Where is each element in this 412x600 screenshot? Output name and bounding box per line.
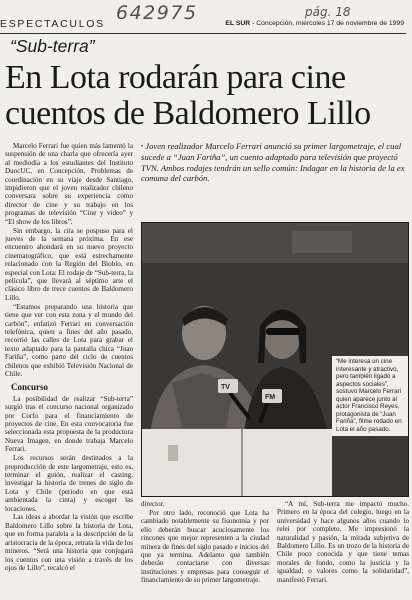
article-lede [141,141,409,183]
body-paragraph: Marcelo Ferrari fue quien más lamentó la suspensión de una charla que ofrecería ayer al mediodía a los estudiantes del Instituto DuocUC, en Concepción. Problemas de coordinación en su viaje desde Santiago, impidieron que el joven realizador chileno conversara sobre su experiencia como director de cine y su trabajo en los programas de televisión “Cine y video” y “El show de los libros”. [5,142,133,226]
section-label: ESPECTACULOS [0,18,105,30]
subheading: Concurso [11,382,49,393]
body-paragraph: Por otro lado, reconoció que Lota ha cambiado notablemente su fisonomía y por ello deberán buscar acuciosamente los rincones que mejor representen a la ciudad minera de fines del siglo pasado e inicios del que ya termina. Adelanto que también deberán contactarse con diversas instituciones y empresas para conseguir el financiamiento de su primer largometraje. [141,508,269,585]
handwritten-page-note: pág. 18 [305,5,351,19]
header-rule [0,33,406,34]
masthead-info [225,20,404,27]
article-kicker: “Sub-terra” [10,36,95,56]
body-column-1 [5,142,133,598]
mic-logo: TV [221,384,230,391]
body-column-3 [277,500,409,598]
body-paragraph: Los recursos serán destinados a la preproducción de este largometraje, esto es, terminar el guión, realizar el casting, investigar la historia de trenes de siglo de Lota y Chile (periodo en que está ambientada la cinta) y escoger las locaciones. [5,454,133,513]
bullet-icon: • [141,143,144,150]
body-paragraph: “Estamos preparando una historia que tiene que ver con esta zona y el mundo del carbón”, enfatizó Ferrari en conversación telefónica, quien a fines del año pasado, recorrió las calles de Lota para grabar el texto adaptado para la pantalla chica “Juan Fariña”, como parte del ciclo de cuentos chilenos que exhibió Televisión Nacional de Chile. [5,302,133,378]
photo-caption: “Me interesa un cine interesante y atractivo, pero también ligado a aspectos sociales”, sostuvo Marcelo Ferrari quien aparece junto al actor Francisco Reyes, protagonista de “Juan Fariña”, filme rodado en Lota el año pasado. [332,356,408,436]
lede-text: Joven realizador Marcelo Ferrari anunció su primer largometraje, el cual sucede a “Juan Fariña”, un cuento adaptado para televisión que proyectó TVN. Ambos rodajes tendrán un sello común: Indagar en la historia de la ex comuna del carbón. [141,141,405,184]
body-paragraph: “A mí, Sub-terra me impactó mucho. Primero en la época del colegio, luego en la universidad y hace algunos años cuando lo releí por completo. Me impresionó la naturalidad y pasión, la mirada subjetiva de Baldomero Lillo. Es un trozo de la historia de Chile poco conocida y que tiene temas morales de fondo, como la justicia y la igualdad; o valores como la solidaridad”, manifestó Ferrari. [277,500,409,584]
body-paragraph: Las ideas a abordar la visión que escribe Baldomero Lillo sobre la historia de Lota, que en forma paralela a la descripción de la aristocracia de la época, retrata la vida de los mineros. “Será una historia que conjugará los cuentos con una visión a través de los ojos de Lillo”, recalcó el [5,513,133,572]
body-paragraph: La posibilidad de realizar “Sub-terra” surgió tras el concurso nacional organizado por Corfo para el financiamiento de proyectos de cine. En esta convocatoria fue seleccionada esta propuesta de la productora Nueva Imagen, en donde trabaja Marcelo Ferrari. [5,394,133,454]
publication-name: EL SUR [225,20,251,27]
article-headline: En Lota rodarán para cine cuentos de Baldomero Lillo [5,59,371,132]
body-paragraph: director. [141,500,165,508]
handwritten-archive-number: 642975 [116,2,198,24]
mic-logo: FM [265,394,276,401]
article-photo [141,222,409,497]
body-paragraph: Sin embargo, la cita se pospuso para el jueves de la semana próxima. En ese encuentro ahondará en su nuevo proyecto cinematográfico, que está estrechamente relacionado con la Región del Biobío, en especial con Lota: El rodaje de “Sub-terra, la película”, que llevará al séptimo arte el clásico libro de trece cuentos de Baldomero Lillo. [5,226,133,302]
body-column-2 [141,500,269,598]
dateline: - Concepción, miércoles 17 de noviembre de 1999 [250,20,404,27]
